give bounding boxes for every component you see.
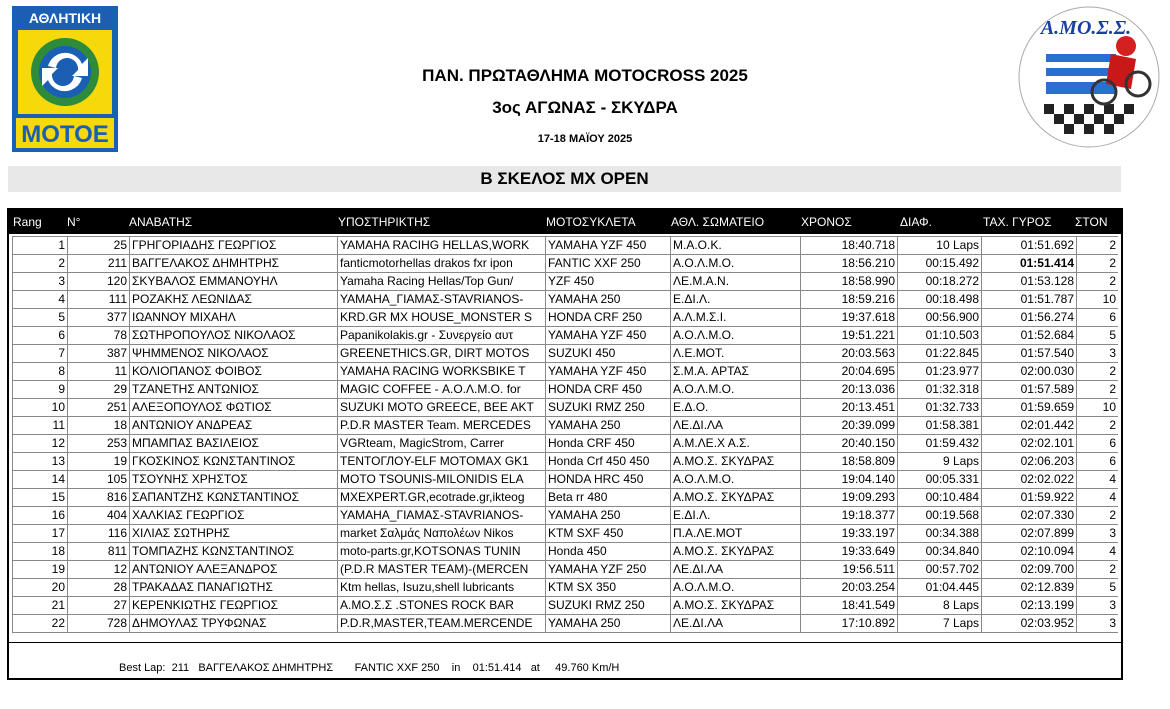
cell-lap: 10 xyxy=(1076,399,1118,416)
cell-time: 19:51.221 xyxy=(800,327,897,344)
cell-rang: 19 xyxy=(12,561,67,578)
cell-sponsor: YAMAHA RACING WORKSBIKE T xyxy=(337,363,545,380)
table-row xyxy=(12,543,1118,561)
cell-diff: 01:04.445 xyxy=(897,579,981,596)
cell-lap: 2 xyxy=(1076,417,1118,434)
cell-number: 816 xyxy=(67,489,129,506)
cell-best-lap: 02:09.700 xyxy=(981,561,1076,578)
cell-time: 18:41.549 xyxy=(800,597,897,614)
cell-club: Α.Ο.Λ.Μ.Ο. xyxy=(670,579,800,596)
cell-number: 811 xyxy=(67,543,129,560)
col-sponsor: ΥΠΟΣΤΗΡΙΚΤΗΣ xyxy=(338,215,431,229)
cell-time: 18:56.210 xyxy=(800,255,897,272)
cell-club: ΛΕ.Μ.Α.Ν. xyxy=(670,273,800,290)
cell-number: 27 xyxy=(67,597,129,614)
cell-best-lap: 01:51.692 xyxy=(981,237,1076,254)
cell-bike: FANTIC XXF 250 xyxy=(545,255,670,272)
cell-time: 20:13.451 xyxy=(800,399,897,416)
cell-time: 18:58.990 xyxy=(800,273,897,290)
cell-rider: ΑΛΕΞΟΠΟΥΛΟΣ ΦΩΤΙΟΣ xyxy=(129,399,337,416)
cell-lap: 6 xyxy=(1076,453,1118,470)
stage-title: Β ΣΚΕΛΟΣ MX OPEN xyxy=(8,166,1121,192)
cell-rider: ΣΩΤΗΡΟΠΟΥΛΟΣ ΝΙΚΟΛΑΟΣ xyxy=(129,327,337,344)
cell-sponsor: YAMAHA RACIHG HELLAS,WORK xyxy=(337,237,545,254)
cell-club: Σ.Μ.Α. ΑΡΤΑΣ xyxy=(670,363,800,380)
table-row xyxy=(12,453,1118,471)
cell-diff: 01:32.733 xyxy=(897,399,981,416)
cell-club: Α.Ο.Λ.Μ.Ο. xyxy=(670,471,800,488)
cell-number: 18 xyxy=(67,417,129,434)
table-row xyxy=(12,381,1118,399)
col-diff: ΔΙΑΦ. xyxy=(900,215,932,229)
cell-diff: 00:19.568 xyxy=(897,507,981,524)
best-lap-rider: ΒΑΓΓΕΛΑΚΟΣ ΔΗΜΗΤΡΗΣ xyxy=(198,662,334,674)
table-row xyxy=(12,309,1118,327)
cell-club: Α.ΜΟ.Σ. ΣΚΥΔΡΑΣ xyxy=(670,453,800,470)
cell-number: 105 xyxy=(67,471,129,488)
cell-lap: 4 xyxy=(1076,543,1118,560)
cell-diff: 9 Laps xyxy=(897,453,981,470)
cell-sponsor: VGRteam, MagicStrom, Carrer xyxy=(337,435,545,452)
cell-club: Α.ΜΟ.Σ. ΣΚΥΔΡΑΣ xyxy=(670,543,800,560)
cell-bike: HONDA CRF 450 xyxy=(545,381,670,398)
table-row xyxy=(12,471,1118,489)
cell-diff: 01:10.503 xyxy=(897,327,981,344)
cell-lap: 6 xyxy=(1076,435,1118,452)
col-time: ΧΡΟΝΟΣ xyxy=(801,215,852,229)
cell-lap: 3 xyxy=(1076,525,1118,542)
cell-bike: YAMAHA 250 xyxy=(545,417,670,434)
cell-time: 20:03.563 xyxy=(800,345,897,362)
cell-best-lap: 01:59.659 xyxy=(981,399,1076,416)
cell-lap: 6 xyxy=(1076,309,1118,326)
cell-rider: ΚΕΡΕΝΚΙΩΤΗΣ ΓΕΩΡΓΙΟΣ xyxy=(129,597,337,614)
cell-club: Α.Ο.Λ.Μ.Ο. xyxy=(670,381,800,398)
cell-best-lap: 01:59.922 xyxy=(981,489,1076,506)
cell-sponsor: moto-parts.gr,KOTSONAS TUNIN xyxy=(337,543,545,560)
cell-rider: ΡΟΖΑΚΗΣ ΛΕΩΝΙΔΑΣ xyxy=(129,291,337,308)
cell-diff: 01:22.845 xyxy=(897,345,981,362)
cell-lap: 4 xyxy=(1076,489,1118,506)
table-row xyxy=(12,597,1118,615)
table-row xyxy=(12,255,1118,273)
col-club: ΑΘΛ. ΣΩΜΑΤΕΙΟ xyxy=(671,215,765,229)
cell-bike: HONDA HRC 450 xyxy=(545,471,670,488)
cell-number: 377 xyxy=(67,309,129,326)
cell-bike: Honda 450 xyxy=(545,543,670,560)
cell-diff: 00:10.484 xyxy=(897,489,981,506)
cell-club: ΛΕ.ΔΙ.ΛΑ xyxy=(670,615,800,632)
cell-bike: YAMAHA 250 xyxy=(545,615,670,632)
cell-bike: Honda Crf 450 450 xyxy=(545,453,670,470)
cell-rang: 11 xyxy=(12,417,67,434)
cell-lap: 3 xyxy=(1076,345,1118,362)
cell-sponsor: market Σαλμάς Ναπολέων Nikos xyxy=(337,525,545,542)
cell-rider: ΔΗΜΟΥΛΑΣ ΤΡΥΦΩΝΑΣ xyxy=(129,615,337,632)
cell-best-lap: 01:57.589 xyxy=(981,381,1076,398)
table-row xyxy=(12,579,1118,597)
cell-lap: 5 xyxy=(1076,327,1118,344)
cell-rider: ΤΖΑΝΕΤΗΣ ΑΝΤΩΝΙΟΣ xyxy=(129,381,337,398)
cell-number: 253 xyxy=(67,435,129,452)
cell-diff: 01:59.432 xyxy=(897,435,981,452)
best-lap-in: in xyxy=(451,662,461,674)
col-lap: ΣΤΟΝ xyxy=(1075,215,1108,229)
col-number: N° xyxy=(67,215,81,229)
cell-rang: 18 xyxy=(12,543,67,560)
cell-bike: Beta rr 480 xyxy=(545,489,670,506)
cell-rider: ΒΑΓΓΕΛΑΚΟΣ ΔΗΜΗΤΡΗΣ xyxy=(129,255,337,272)
cell-time: 20:03.254 xyxy=(800,579,897,596)
cell-bike: YZF 450 xyxy=(545,273,670,290)
cell-number: 19 xyxy=(67,453,129,470)
cell-club: Λ.Ε.ΜΟΤ. xyxy=(670,345,800,362)
cell-rider: ΣΚΥΒΑΛΟΣ ΕΜΜΑΝΟΥΗΛ xyxy=(129,273,337,290)
cell-time: 19:56.511 xyxy=(800,561,897,578)
cell-lap: 2 xyxy=(1076,507,1118,524)
cell-club: Ε.ΔΙ.Λ. xyxy=(670,507,800,524)
cell-sponsor: Papanikolakis.gr - Συνεργείο αυτ xyxy=(337,327,545,344)
cell-best-lap: 01:52.684 xyxy=(981,327,1076,344)
cell-lap: 2 xyxy=(1076,255,1118,272)
cell-rang: 6 xyxy=(12,327,67,344)
cell-diff: 01:58.381 xyxy=(897,417,981,434)
cell-number: 28 xyxy=(67,579,129,596)
table-row xyxy=(12,236,1118,255)
cell-number: 78 xyxy=(67,327,129,344)
event-dates: 17-18 ΜΑΪΟΥ 2025 xyxy=(537,133,633,145)
cell-club: ΛΕ.ΔΙ.ΛΑ xyxy=(670,561,800,578)
cell-best-lap: 02:13.199 xyxy=(981,597,1076,614)
cell-rang: 3 xyxy=(12,273,67,290)
cell-lap: 2 xyxy=(1076,363,1118,380)
cell-rider: ΤΡΑΚΑΔΑΣ ΠΑΝΑΓΙΩΤΗΣ xyxy=(129,579,337,596)
table-row xyxy=(12,417,1118,435)
cell-time: 19:33.197 xyxy=(800,525,897,542)
cell-number: 116 xyxy=(67,525,129,542)
cell-sponsor: P.D.R MASTER Team. MERCEDES xyxy=(337,417,545,434)
cell-rang: 21 xyxy=(12,597,67,614)
cell-club: Α.Μ.ΛΕ.Χ Α.Σ. xyxy=(670,435,800,452)
cell-diff: 00:34.388 xyxy=(897,525,981,542)
table-footer-divider xyxy=(9,642,1121,643)
table-row xyxy=(12,489,1118,507)
cell-club: Ε.ΔΙ.Λ. xyxy=(670,291,800,308)
cell-club: Μ.Α.Ο.Κ. xyxy=(670,237,800,254)
cell-diff: 01:23.977 xyxy=(897,363,981,380)
cell-diff: 00:57.702 xyxy=(897,561,981,578)
results-table xyxy=(7,208,1123,680)
table-row xyxy=(12,561,1118,579)
table-row xyxy=(12,273,1118,291)
cell-rider: ΑΝΤΩΝΙΟΥ ΑΝΔΡΕΑΣ xyxy=(129,417,337,434)
cell-rang: 17 xyxy=(12,525,67,542)
cell-rang: 4 xyxy=(12,291,67,308)
cell-number: 25 xyxy=(67,237,129,254)
cell-rang: 9 xyxy=(12,381,67,398)
cell-bike: YAMAHA 250 xyxy=(545,507,670,524)
cell-time: 19:09.293 xyxy=(800,489,897,506)
cell-time: 19:18.377 xyxy=(800,507,897,524)
cell-best-lap: 02:01.442 xyxy=(981,417,1076,434)
cell-best-lap: 02:12.839 xyxy=(981,579,1076,596)
col-bike: ΜΟΤΟΣΥΚΛΕΤΑ xyxy=(546,215,636,229)
cell-rang: 13 xyxy=(12,453,67,470)
cell-diff: 01:32.318 xyxy=(897,381,981,398)
cell-rider: ΧΑΛΚΙΑΣ ΓΕΩΡΓΙΟΣ xyxy=(129,507,337,524)
cell-best-lap: 02:06.203 xyxy=(981,453,1076,470)
cell-diff: 8 Laps xyxy=(897,597,981,614)
cell-sponsor: fanticmotorhellas drakos fxr ipon xyxy=(337,255,545,272)
cell-lap: 3 xyxy=(1076,597,1118,614)
table-row xyxy=(12,507,1118,525)
cell-time: 19:33.649 xyxy=(800,543,897,560)
cell-rang: 1 xyxy=(12,237,67,254)
cell-rang: 10 xyxy=(12,399,67,416)
right-logo-text: Α.ΜΟ.Σ.Σ. xyxy=(1040,17,1132,39)
col-rang: Rang xyxy=(13,215,42,229)
logo-top-text: ΑΘΛΗΤΙΚΗ xyxy=(28,10,102,26)
cell-club: Α.ΜΟ.Σ. ΣΚΥΔΡΑΣ xyxy=(670,489,800,506)
cell-sponsor: GREENETHICS.GR, DIRT MOTOS xyxy=(337,345,545,362)
cell-sponsor: MOTO TSOUNIS-MILONIDIS ELA xyxy=(337,471,545,488)
cell-rider: ΜΠΑΜΠΑΣ ΒΑΣΙΛΕΙΟΣ xyxy=(129,435,337,452)
cell-sponsor: (P.D.R MASTER TEAM)-(MERCEN xyxy=(337,561,545,578)
cell-rang: 12 xyxy=(12,435,67,452)
cell-lap: 2 xyxy=(1076,561,1118,578)
cell-lap: 4 xyxy=(1076,471,1118,488)
cell-sponsor: KRD.GR MX HOUSE_MONSTER S xyxy=(337,309,545,326)
cell-time: 20:13.036 xyxy=(800,381,897,398)
cell-rider: ΣΑΠΑΝΤΖΗΣ ΚΩΝΣΤΑΝΤΙΝΟΣ xyxy=(129,489,337,506)
cell-bike: YAMAHA YZF 450 xyxy=(545,363,670,380)
cell-time: 20:40.150 xyxy=(800,435,897,452)
cell-diff: 10 Laps xyxy=(897,237,981,254)
best-lap-time: 01:51.414 xyxy=(472,662,522,674)
cell-best-lap: 02:03.952 xyxy=(981,615,1076,632)
cell-number: 728 xyxy=(67,615,129,632)
cell-rang: 22 xyxy=(12,615,67,632)
cell-bike: SUZUKI 450 xyxy=(545,345,670,362)
cell-club: Α.Ο.Λ.Μ.Ο. xyxy=(670,255,800,272)
cell-best-lap: 01:51.414 xyxy=(981,255,1076,272)
best-lap-bike: FANTIC XXF 250 xyxy=(354,662,440,674)
cell-bike: SUZUKI RMZ 250 xyxy=(545,597,670,614)
cell-sponsor: MAGIC COFFEE - Α.Ο.Λ.Μ.Ο. for xyxy=(337,381,545,398)
cell-diff: 00:18.272 xyxy=(897,273,981,290)
cell-best-lap: 01:57.540 xyxy=(981,345,1076,362)
table-row xyxy=(12,291,1118,309)
col-best-lap: ΤΑΧ. ΓΥΡΟΣ xyxy=(983,215,1052,229)
table-row xyxy=(12,615,1118,633)
table-row xyxy=(12,327,1118,345)
cell-lap: 10 xyxy=(1076,291,1118,308)
cell-bike: HONDA CRF 250 xyxy=(545,309,670,326)
cell-best-lap: 02:07.330 xyxy=(981,507,1076,524)
cell-lap: 3 xyxy=(1076,615,1118,632)
cell-lap: 5 xyxy=(1076,579,1118,596)
cell-sponsor: YAMAHA_ΓΙΑΜΑΣ-STAVRIANOS- xyxy=(337,507,545,524)
cell-diff: 00:15.492 xyxy=(897,255,981,272)
cell-time: 19:04.140 xyxy=(800,471,897,488)
cell-rider: ΨΗΜΜΕΝΟΣ ΝΙΚΟΛΑΟΣ xyxy=(129,345,337,362)
cell-diff: 00:56.900 xyxy=(897,309,981,326)
cell-rang: 15 xyxy=(12,489,67,506)
cell-bike: YAMAHA YZF 250 xyxy=(545,561,670,578)
cell-rang: 16 xyxy=(12,507,67,524)
cell-lap: 2 xyxy=(1076,381,1118,398)
cell-rang: 2 xyxy=(12,255,67,272)
cell-number: 387 xyxy=(67,345,129,362)
cell-best-lap: 02:02.022 xyxy=(981,471,1076,488)
cell-number: 12 xyxy=(67,561,129,578)
cell-bike: Honda CRF 450 xyxy=(545,435,670,452)
cell-club: Ε.Δ.Ο. xyxy=(670,399,800,416)
cell-bike: YAMAHA YZF 450 xyxy=(545,327,670,344)
cell-best-lap: 02:10.094 xyxy=(981,543,1076,560)
cell-rider: ΧΙΛΙΑΣ ΣΩΤΗΡΗΣ xyxy=(129,525,337,542)
cell-best-lap: 01:53.128 xyxy=(981,273,1076,290)
cell-number: 251 xyxy=(67,399,129,416)
cell-number: 29 xyxy=(67,381,129,398)
cell-club: Α.Ο.Λ.Μ.Ο. xyxy=(670,327,800,344)
cell-time: 20:39.099 xyxy=(800,417,897,434)
cell-lap: 2 xyxy=(1076,273,1118,290)
best-lap-label: Best Lap: xyxy=(119,662,166,674)
results-header-row xyxy=(9,210,1121,234)
table-row xyxy=(12,345,1118,363)
best-lap-number: 211 xyxy=(171,662,190,674)
cell-lap: 2 xyxy=(1076,237,1118,254)
cell-sponsor: YAMAHA_ΓΙΑΜΑΣ-STAVRIANOS- xyxy=(337,291,545,308)
cell-best-lap: 01:51.787 xyxy=(981,291,1076,308)
cell-bike: KTM SXF 450 xyxy=(545,525,670,542)
cell-club: ΛΕ.ΔΙ.ΛΑ xyxy=(670,417,800,434)
cell-time: 18:58.809 xyxy=(800,453,897,470)
cell-rang: 8 xyxy=(12,363,67,380)
cell-bike: YAMAHA YZF 450 xyxy=(545,237,670,254)
event-subtitle: 3ος ΑΓΩΝΑΣ - ΣΚΥΔΡΑ xyxy=(492,98,678,117)
cell-rider: ΑΝΤΩΝΙΟΥ ΑΛΕΞΑΝΔΡΟΣ xyxy=(129,561,337,578)
cell-diff: 00:34.840 xyxy=(897,543,981,560)
cell-sponsor: SUZUKI MOTO GREECE, BEE AKT xyxy=(337,399,545,416)
cell-rider: ΓΚΟΣΚΙΝΟΣ ΚΩΝΣΤΑΝΤΙΝΟΣ xyxy=(129,453,337,470)
results-rows xyxy=(12,236,1118,633)
cell-club: Π.Α.ΛΕ.ΜΟΤ xyxy=(670,525,800,542)
cell-time: 19:37.618 xyxy=(800,309,897,326)
col-rider: ΑΝΑΒΑΤΗΣ xyxy=(129,215,193,229)
cell-best-lap: 02:07.899 xyxy=(981,525,1076,542)
cell-sponsor: Yamaha Racing Hellas/Top Gun/ xyxy=(337,273,545,290)
cell-rider: ΤΟΜΠΑΖΗΣ ΚΩΝΣΤΑΝΤΙΝΟΣ xyxy=(129,543,337,560)
best-lap-speed: 49.760 Km/H xyxy=(555,662,620,674)
cell-number: 11 xyxy=(67,363,129,380)
cell-time: 20:04.695 xyxy=(800,363,897,380)
cell-rang: 20 xyxy=(12,579,67,596)
cell-rider: ΓΡΗΓΟΡΙΑΔΗΣ ΓΕΩΡΓΙΟΣ xyxy=(129,237,337,254)
cell-best-lap: 01:56.274 xyxy=(981,309,1076,326)
cell-time: 18:40.718 xyxy=(800,237,897,254)
best-lap-summary xyxy=(119,662,619,674)
table-row xyxy=(12,363,1118,381)
cell-diff: 00:18.498 xyxy=(897,291,981,308)
table-row xyxy=(12,525,1118,543)
cell-number: 120 xyxy=(67,273,129,290)
table-row xyxy=(12,435,1118,453)
cell-club: Α.ΜΟ.Σ. ΣΚΥΔΡΑΣ xyxy=(670,597,800,614)
cell-diff: 7 Laps xyxy=(897,615,981,632)
cell-diff: 00:05.331 xyxy=(897,471,981,488)
cell-sponsor: MXEXPERT.GR,ecotrade.gr,ikteog xyxy=(337,489,545,506)
cell-time: 17:10.892 xyxy=(800,615,897,632)
cell-sponsor: Ktm hellas, Isuzu,shell lubricants xyxy=(337,579,545,596)
cell-sponsor: Α.ΜΟ.Σ.Σ .STONES ROCK BAR xyxy=(337,597,545,614)
cell-number: 404 xyxy=(67,507,129,524)
best-lap-at: at xyxy=(530,662,540,674)
logo-bottom-text: ΜΟΤΟΕ xyxy=(21,121,109,148)
cell-number: 211 xyxy=(67,255,129,272)
cell-best-lap: 02:02.101 xyxy=(981,435,1076,452)
cell-bike: KTM SX 350 xyxy=(545,579,670,596)
cell-rider: ΙΩΑΝΝΟΥ ΜΙΧΑΗΛ xyxy=(129,309,337,326)
cell-rider: ΚΟΛΙΟΠΑΝΟΣ ΦΟΙΒΟΣ xyxy=(129,363,337,380)
cell-rider: ΤΣΟΥΝΗΣ ΧΡΗΣΤΟΣ xyxy=(129,471,337,488)
cell-sponsor: TENTOГЛОY-ELF MOTOMAX GK1 xyxy=(337,453,545,470)
table-row xyxy=(12,399,1118,417)
cell-best-lap: 02:00.030 xyxy=(981,363,1076,380)
cell-rang: 5 xyxy=(12,309,67,326)
cell-rang: 14 xyxy=(12,471,67,488)
cell-bike: SUZUKI RMZ 250 xyxy=(545,399,670,416)
cell-rang: 7 xyxy=(12,345,67,362)
cell-number: 111 xyxy=(67,291,129,308)
cell-time: 18:59.216 xyxy=(800,291,897,308)
championship-title: ΠΑΝ. ΠΡΩΤΑΘΛΗΜΑ MOTOCROSS 2025 xyxy=(422,66,748,85)
cell-bike: YAMAHA 250 xyxy=(545,291,670,308)
cell-sponsor: P.D.R,MASTER,TEAM.MERCENDE xyxy=(337,615,545,632)
cell-club: Α.Λ.Μ.Σ.Ι. xyxy=(670,309,800,326)
